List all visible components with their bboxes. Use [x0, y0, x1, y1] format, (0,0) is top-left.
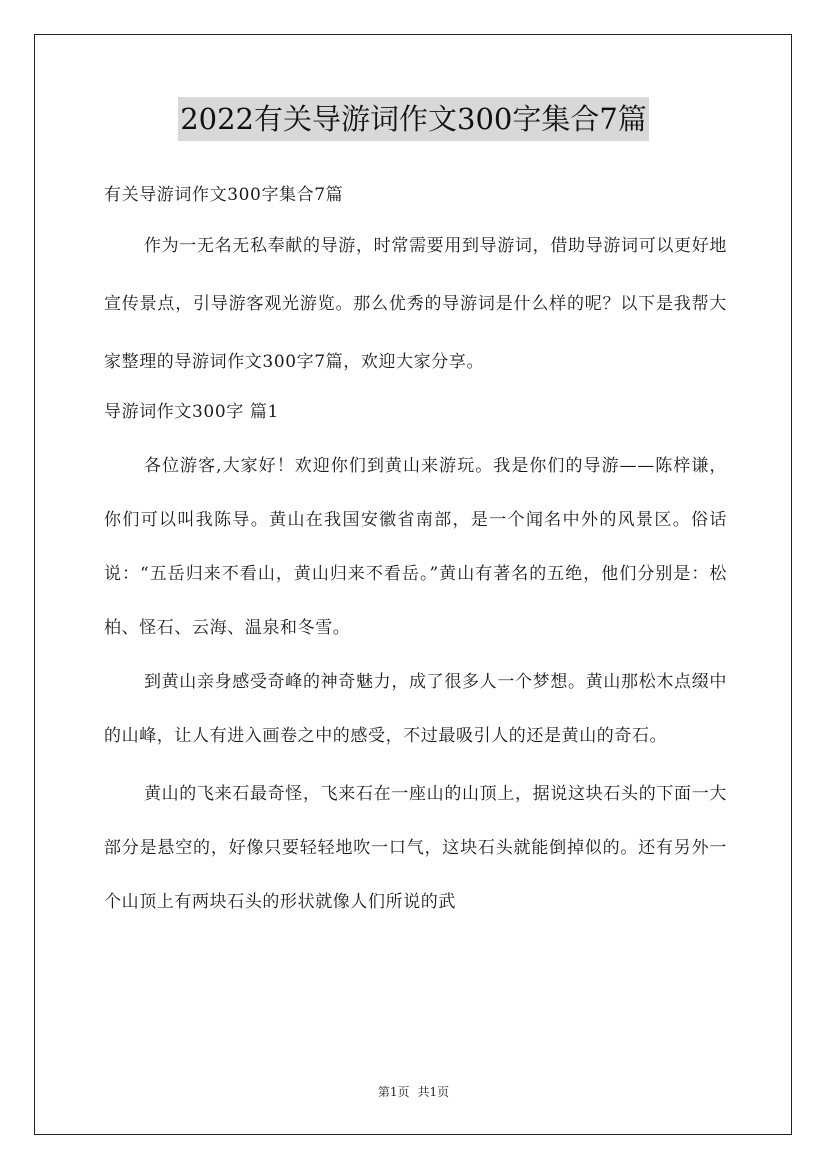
- title-container: [0, 97, 827, 141]
- section-heading: 导游词作文300字 篇1: [104, 402, 279, 422]
- document-subtitle: 有关导游词作文300字集合7篇: [104, 185, 344, 205]
- body-paragraph-3: 黄山的飞来石最奇怪，飞来石在一座山的山顶上，据说这块石头的下面一大部分是悬空的，好像只要轻轻地吹一口气，这块石头就能倒掉似的。还有另外一个山顶上有两块石头的形状就像人们所说的武: [104, 784, 727, 912]
- document-body: [104, 176, 727, 929]
- body-paragraph-2: 到黄山亲身感受奇峰的神奇魅力，成了很多人一个梦想。黄山那松木点缀中的山峰，让人有进入画卷之中的感受，不过最吸引人的还是黄山的奇石。: [104, 672, 727, 746]
- intro-paragraph: 作为一无名无私奉献的导游，时常需要用到导游词，借助导游词可以更好地宣传景点，引导游客观光游览。那么优秀的导游词是什么样的呢？以下是我帮大家整理的导游词作文300字7篇，欢迎大家分享。: [104, 236, 727, 372]
- document-title: 2022有关导游词作文300字集合7篇: [178, 97, 649, 141]
- body-paragraph-1: 各位游客,大家好！欢迎你们到黄山来游玩。我是你们的导游——陈梓谦，你们可以叫我陈导。黄山在我国安徽省南部，是一个闻名中外的风景区。俗话说：“五岳归来不看山，黄山归来不看岳。”黄山有著名的五绝，他们分别是：松柏、怪石、云海、温泉和冬雪。: [104, 456, 727, 638]
- page-number: 第1页: [377, 1085, 410, 1099]
- page-footer: [0, 1083, 827, 1100]
- page-total: 共1页: [417, 1085, 450, 1099]
